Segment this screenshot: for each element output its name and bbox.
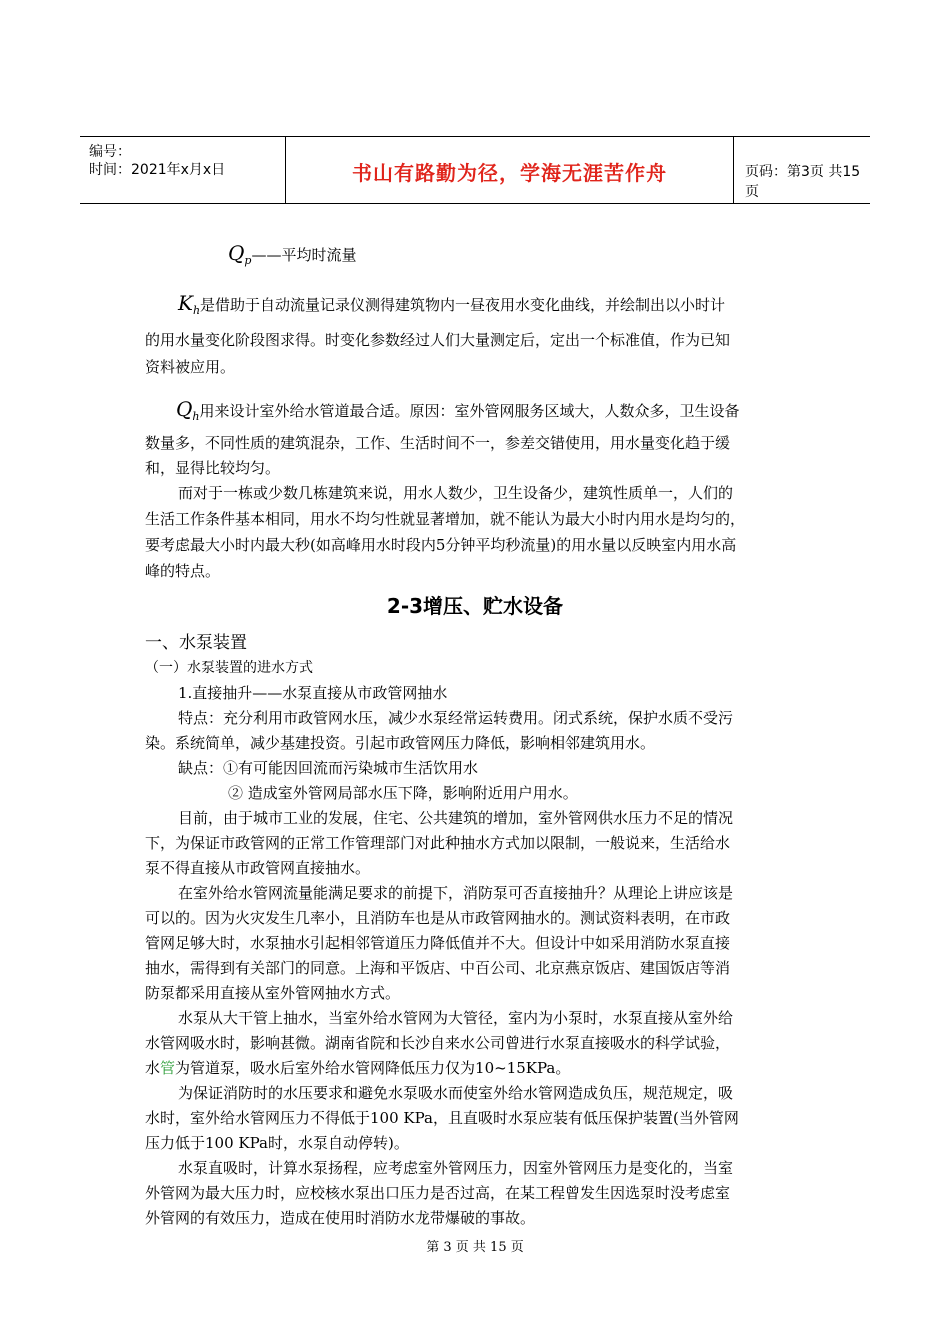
paragraph-line: 生活工作条件基本相同，用水不均匀性就显著增加，就不能认为最大小时内用水是均匀的， [145, 510, 746, 528]
header-motto-cell [285, 137, 734, 203]
qh-para-line-1 [176, 396, 740, 430]
qp-symbol: Q [228, 241, 245, 265]
paragraph-line: 峰的特点。 [145, 562, 221, 580]
paragraph-line: 水管网吸水时，影响甚微。湖南省院和长沙自来水公司曾进行水泵直接吸水的科学试验， [145, 1034, 731, 1052]
paragraph-line: 外管网为最大压力时，应校核水泵出口压力是否过高，在某工程曾发生因选泵时没考虑室 [145, 1184, 731, 1202]
qh-subscript: h [192, 410, 200, 423]
document-date-label: 时间：2021年x月x日 [89, 162, 226, 178]
header-page-cell [733, 137, 870, 203]
paragraph-line: 特点：充分利用市政管网水压，减少水泵经常运转费用。闭式系统，保护水质不受污 [178, 709, 734, 727]
page-header [80, 136, 870, 204]
paragraph-line: 缺点：①有可能因回流而污染城市生活饮用水 [178, 759, 479, 777]
paragraph-line: 要考虑最大小时内最大秒(如高峰用水时段内5分钟平均秒流量)的用水量以反映室内用水高 [145, 536, 737, 554]
paragraph-line: 的用水量变化阶段图求得。时变化参数经过人们大量测定后，定出一个标准值，作为已知 [145, 331, 731, 349]
paragraph-line: 目前，由于城市工业的发展，住宅、公共建筑的增加，室外管网供水压力不足的情况 [178, 809, 734, 827]
header-motto: 书山有路勤为径，学海无涯苦作舟 [352, 161, 667, 185]
document-number-label: 编号： [89, 144, 131, 160]
paragraph-line: 泵不得直接从市政管网直接抽水。 [145, 859, 371, 877]
paragraph-line: 为保证消防时的水压要求和避免水泵吸水而使室外给水管网造成负压，规范规定，吸 [178, 1084, 734, 1102]
header-page-number: 页码：第3页 共15页 [745, 164, 861, 200]
paragraph-line: 用来设计室外给水管道最合适。原因：室外管网服务区域大，人数众多，卫生设备 [199, 402, 740, 420]
kh-subscript: h [192, 304, 201, 317]
paragraph-line: 染。系统简单，减少基建投资。引起市政管网压力降低，影响相邻建筑用水。 [145, 734, 656, 752]
paragraph-line: 水泵从大干管上抽水，当室外给水管网为大管径，室内为小泵时，水泵直接从室外给 [178, 1009, 734, 1027]
paragraph-line: 抽水，需得到有关部门的同意。上海和平饭店、中百公司、北京燕京饭店、建国饭店等消 [145, 959, 731, 977]
header-info-cell [80, 137, 285, 203]
page-footer: 第 3 页 共 15 页 [426, 1240, 524, 1255]
paragraph-line: 数量多，不同性质的建筑混杂，工作、生活时间不一，参差交错使用，用水量变化趋于缓 [145, 434, 731, 452]
subsection-title: （一）水泵装置的进水方式 [145, 660, 313, 676]
paragraph-line [145, 1055, 570, 1081]
highlighted-character: 管 [160, 1059, 176, 1077]
paragraph-line: 防泵都采用直接从室外管网抽水方式。 [145, 984, 401, 1002]
paragraph-line: 而对于一栋或少数几栋建筑来说，用水人数少，卫生设备少，建筑性质单一，人们的 [178, 484, 734, 502]
text-span: 为管道泵，吸水后室外给水管网降低压力仅为10~15KPa。 [175, 1059, 571, 1077]
paragraph-line: ② 造成室外管网局部水压下降，影响附近用户用水。 [228, 784, 578, 802]
paragraph-line: 是借助于自动流量记录仪测得建筑物内一昼夜用水变化曲线，并绘制出以小时计 [200, 296, 726, 314]
paragraph-line: 资料被应用。 [145, 358, 236, 376]
paragraph-line: 在室外给水管网流量能满足要求的前提下，消防泵可否直接抽升？从理论上讲应该是 [178, 884, 734, 902]
qh-symbol: Q [176, 397, 193, 421]
qp-definition [228, 240, 356, 274]
paragraph-line: 和，显得比较均匀。 [145, 459, 281, 477]
section-title: 2-3增压、贮水设备 [386, 594, 564, 618]
subsection-title: 1.直接抽升——水泵直接从市政管网抽水 [178, 684, 448, 702]
subsection-title: 一、水泵装置 [145, 633, 247, 653]
paragraph-line: 外管网的有效压力，造成在使用时消防水龙带爆破的事故。 [145, 1209, 536, 1227]
qp-subscript: p [244, 254, 252, 267]
text-span: 水 [145, 1059, 161, 1077]
qp-text: ——平均时流量 [251, 246, 357, 264]
kh-symbol: K [178, 291, 193, 315]
paragraph-line: 水时，室外给水管网压力不得低于100 KPa，且直吸时水泵应装有低压保护装置(当外管网 [145, 1109, 739, 1127]
paragraph-line: 下，为保证市政管网的正常工作管理部门对此种抽水方式加以限制，一般说来，生活给水 [145, 834, 731, 852]
paragraph-line: 压力低于100 KPa时，水泵自动停转)。 [145, 1134, 409, 1152]
paragraph-line: 管网足够大时，水泵抽水引起相邻管道压力降低值并不大。但设计中如采用消防水泵直接 [145, 934, 731, 952]
paragraph-line: 可以的。因为火灾发生几率小，且消防车也是从市政管网抽水的。测试资料表明，在市政 [145, 909, 731, 927]
paragraph-line: 水泵直吸时，计算水泵扬程，应考虑室外管网压力，因室外管网压力是变化的，当室 [178, 1159, 734, 1177]
kh-para-line-1 [178, 290, 725, 324]
